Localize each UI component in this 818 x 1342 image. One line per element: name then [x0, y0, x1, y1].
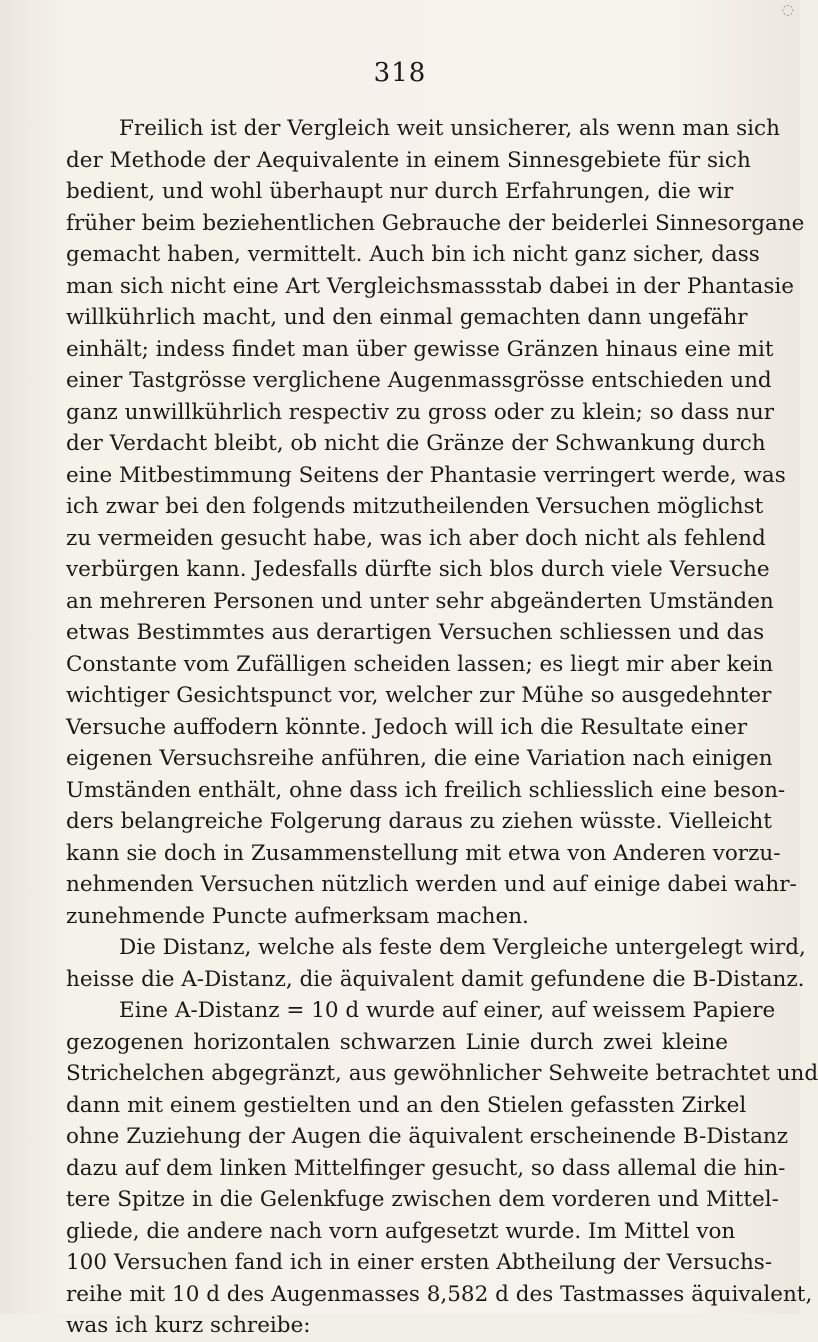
text-line: der Verdacht bleibt, ob nicht die Gränze der Schwankung durch	[66, 431, 766, 456]
text-line: verbürgen kann. Jedesfalls dürfte sich blos durch viele Versuche	[66, 557, 770, 582]
text-line: Strichelchen abgegränzt, aus gewöhnlicher Sehweite betrachtet und	[66, 1061, 818, 1086]
text-line: wichtiger Gesichtspunct vor, welcher zur Mühe so ausgedehnter	[66, 683, 772, 708]
text-line: einhält; indess findet man über gewisse Gränzen hinaus eine mit	[66, 336, 774, 362]
text-line: 100 Versuchen fand ich in einer ersten Abtheilung der Versuchs-	[66, 1250, 773, 1275]
text-line: kann sie doch in Zusammenstellung mit etwa von Anderen vorzu-	[66, 840, 781, 866]
text-line: Versuche auffodern könnte. Jedoch will ich die Resultate einer	[66, 714, 748, 740]
text-line: Freilich ist der Vergleich weit unsicherer, als wenn man sich	[119, 116, 780, 141]
text-line: Eine A-Distanz = 10 d wurde auf einer, auf weissem Papiere	[119, 998, 776, 1023]
text-line: Umständen enthält, ohne dass ich freilich schliesslich eine beson-	[66, 777, 786, 803]
text-line: zu vermeiden gesucht habe, was ich aber doch nicht als fehlend	[66, 525, 766, 551]
text-line: gliede, die andere nach vorn aufgesetzt wurde. Im Mittel von	[66, 1218, 736, 1244]
corner-mark-icon: ◌	[781, 2, 794, 18]
text-line: nehmenden Versuchen nützlich werden und auf einige dabei wahr-	[66, 872, 797, 897]
text-line: eigenen Versuchsreihe anführen, die eine Variation nach einigen	[66, 746, 773, 771]
text-line: gemacht haben, vermittelt. Auch bin ich nicht ganz sicher, dass	[66, 242, 760, 267]
text-line: einer Tastgrösse verglichene Augenmassgrösse entschieden und	[66, 368, 772, 393]
text-line: an mehreren Personen und unter sehr abgeänderten Umständen	[66, 588, 774, 614]
text-line: früher beim beziehentlichen Gebrauche der beiderlei Sinnesorgane	[66, 210, 805, 236]
text-line: willkührlich macht, und den einmal gemachten dann ungefähr	[66, 305, 748, 330]
text-line: dann mit einem gestielten und an den Stielen gefassten Zirkel	[66, 1092, 747, 1118]
text-line: gezogenen horizontalen schwarzen Linie durch zwei kleine	[66, 1029, 728, 1055]
text-line: dazu auf dem linken Mittelfinger gesucht, so dass allemal die hin-	[66, 1155, 786, 1181]
text-line: Die Distanz, welche als feste dem Vergleiche untergelegt wird,	[119, 935, 806, 960]
body-text	[66, 113, 818, 1342]
text-line: ich zwar bei den folgends mitzutheilenden Versuchen möglichst	[66, 494, 764, 519]
page-number: 318	[373, 58, 427, 88]
text-line: heisse die A-Distanz, die äquivalent damit gefundene die B-Distanz.	[66, 966, 805, 992]
text-line: der Methode der Aequivalente in einem Sinnesgebiete für sich	[66, 147, 751, 173]
text-line: bedient, und wohl überhaupt nur durch Erfahrungen, die wir	[66, 179, 734, 204]
text-line: man sich nicht eine Art Vergleichsmassstab dabei in der Phantasie	[66, 273, 794, 299]
text-line: eine Mitbestimmung Seitens der Phantasie verringert werde, was	[66, 462, 786, 488]
text-line: Constante vom Zufälligen scheiden lassen; es liegt mir aber kein	[66, 651, 774, 677]
text-line: etwas Bestimmtes aus derartigen Versuchen schliessen und das	[66, 620, 765, 645]
text-line: ganz unwillkührlich respectiv zu gross oder zu klein; so dass nur	[66, 399, 774, 425]
text-line: tere Spitze in die Gelenkfuge zwischen dem vorderen und Mittel-	[66, 1187, 779, 1212]
text-line: reihe mit 10 d des Augenmasses 8,582 d des Tastmasses äquivalent,	[66, 1281, 813, 1307]
text-line: ders belangreiche Folgerung daraus zu ziehen wüsste. Vielleicht	[66, 809, 772, 834]
text-line: zunehmende Puncte aufmerksam machen.	[66, 903, 529, 929]
text-line: was ich kurz schreibe:	[66, 1313, 311, 1338]
text-line: ohne Zuziehung der Augen die äquivalent erscheinende B-Distanz	[66, 1124, 789, 1149]
